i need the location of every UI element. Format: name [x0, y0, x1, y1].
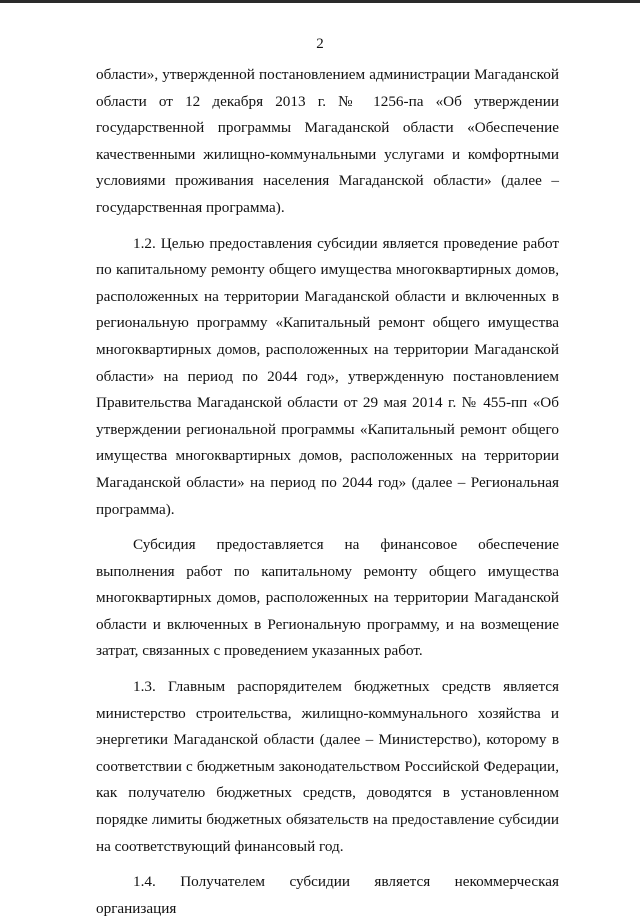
paragraph-1-3: 1.3. Главным распорядителем бюджетных средств является министерство строительства, жилищно-коммунального хозяйства и энергетики Магаданской области (далее – Министерство), которому в соответствии с бюджетным законодательством Российской Федерации, как получателю бюджетных средств, доводятся в установленном порядке лимиты бюджетных обязательств на предоставление субсидии на соответствующий финансовый год.: [96, 678, 559, 855]
document-body: [96, 62, 559, 922]
paragraph-subsidy: Субсидия предоставляется на финансовое обеспечение выполнения работ по капитальному ремонту общего имущества многоквартирных домов, расположенных на территории Магаданской области и включенных в Региональную программу, и на возмещение затрат, связанных с проведением указанных работ.: [96, 536, 559, 660]
paragraph-continuation: области», утвержденной постановлением администрации Магаданской области от 12 декабря 2013 г. № 1256-па «Об утверждении государственной программы Магаданской области «Обеспечение качественными жилищно-коммунальными услугами и комфортными условиями проживания населения Магаданской области» (далее – государственная программа).: [96, 66, 559, 216]
page-top-edge: [0, 0, 640, 3]
paragraph-1-4: 1.4. Получателем субсидии является некоммерческая организация: [96, 873, 559, 917]
page-number: 2: [316, 36, 324, 52]
paragraph-1-2: 1.2. Целью предоставления субсидии является проведение работ по капитальному ремонту общего имущества многоквартирных домов, расположенных на территории Магаданской области и включенных в региональную программу «Капитальный ремонт общего имущества многоквартирных домов, расположенных на территории Магаданской области» на период по 2044 год», утвержденную постановлением Правительства Магаданской области от 29 мая 2014 г. № 455-пп «Об утверждении региональной программы «Капитальный ремонт общего имущества многоквартирных домов, расположенных на территории Магаданской области» на период по 2044 год» (далее – Региональная программа).: [96, 234, 559, 518]
